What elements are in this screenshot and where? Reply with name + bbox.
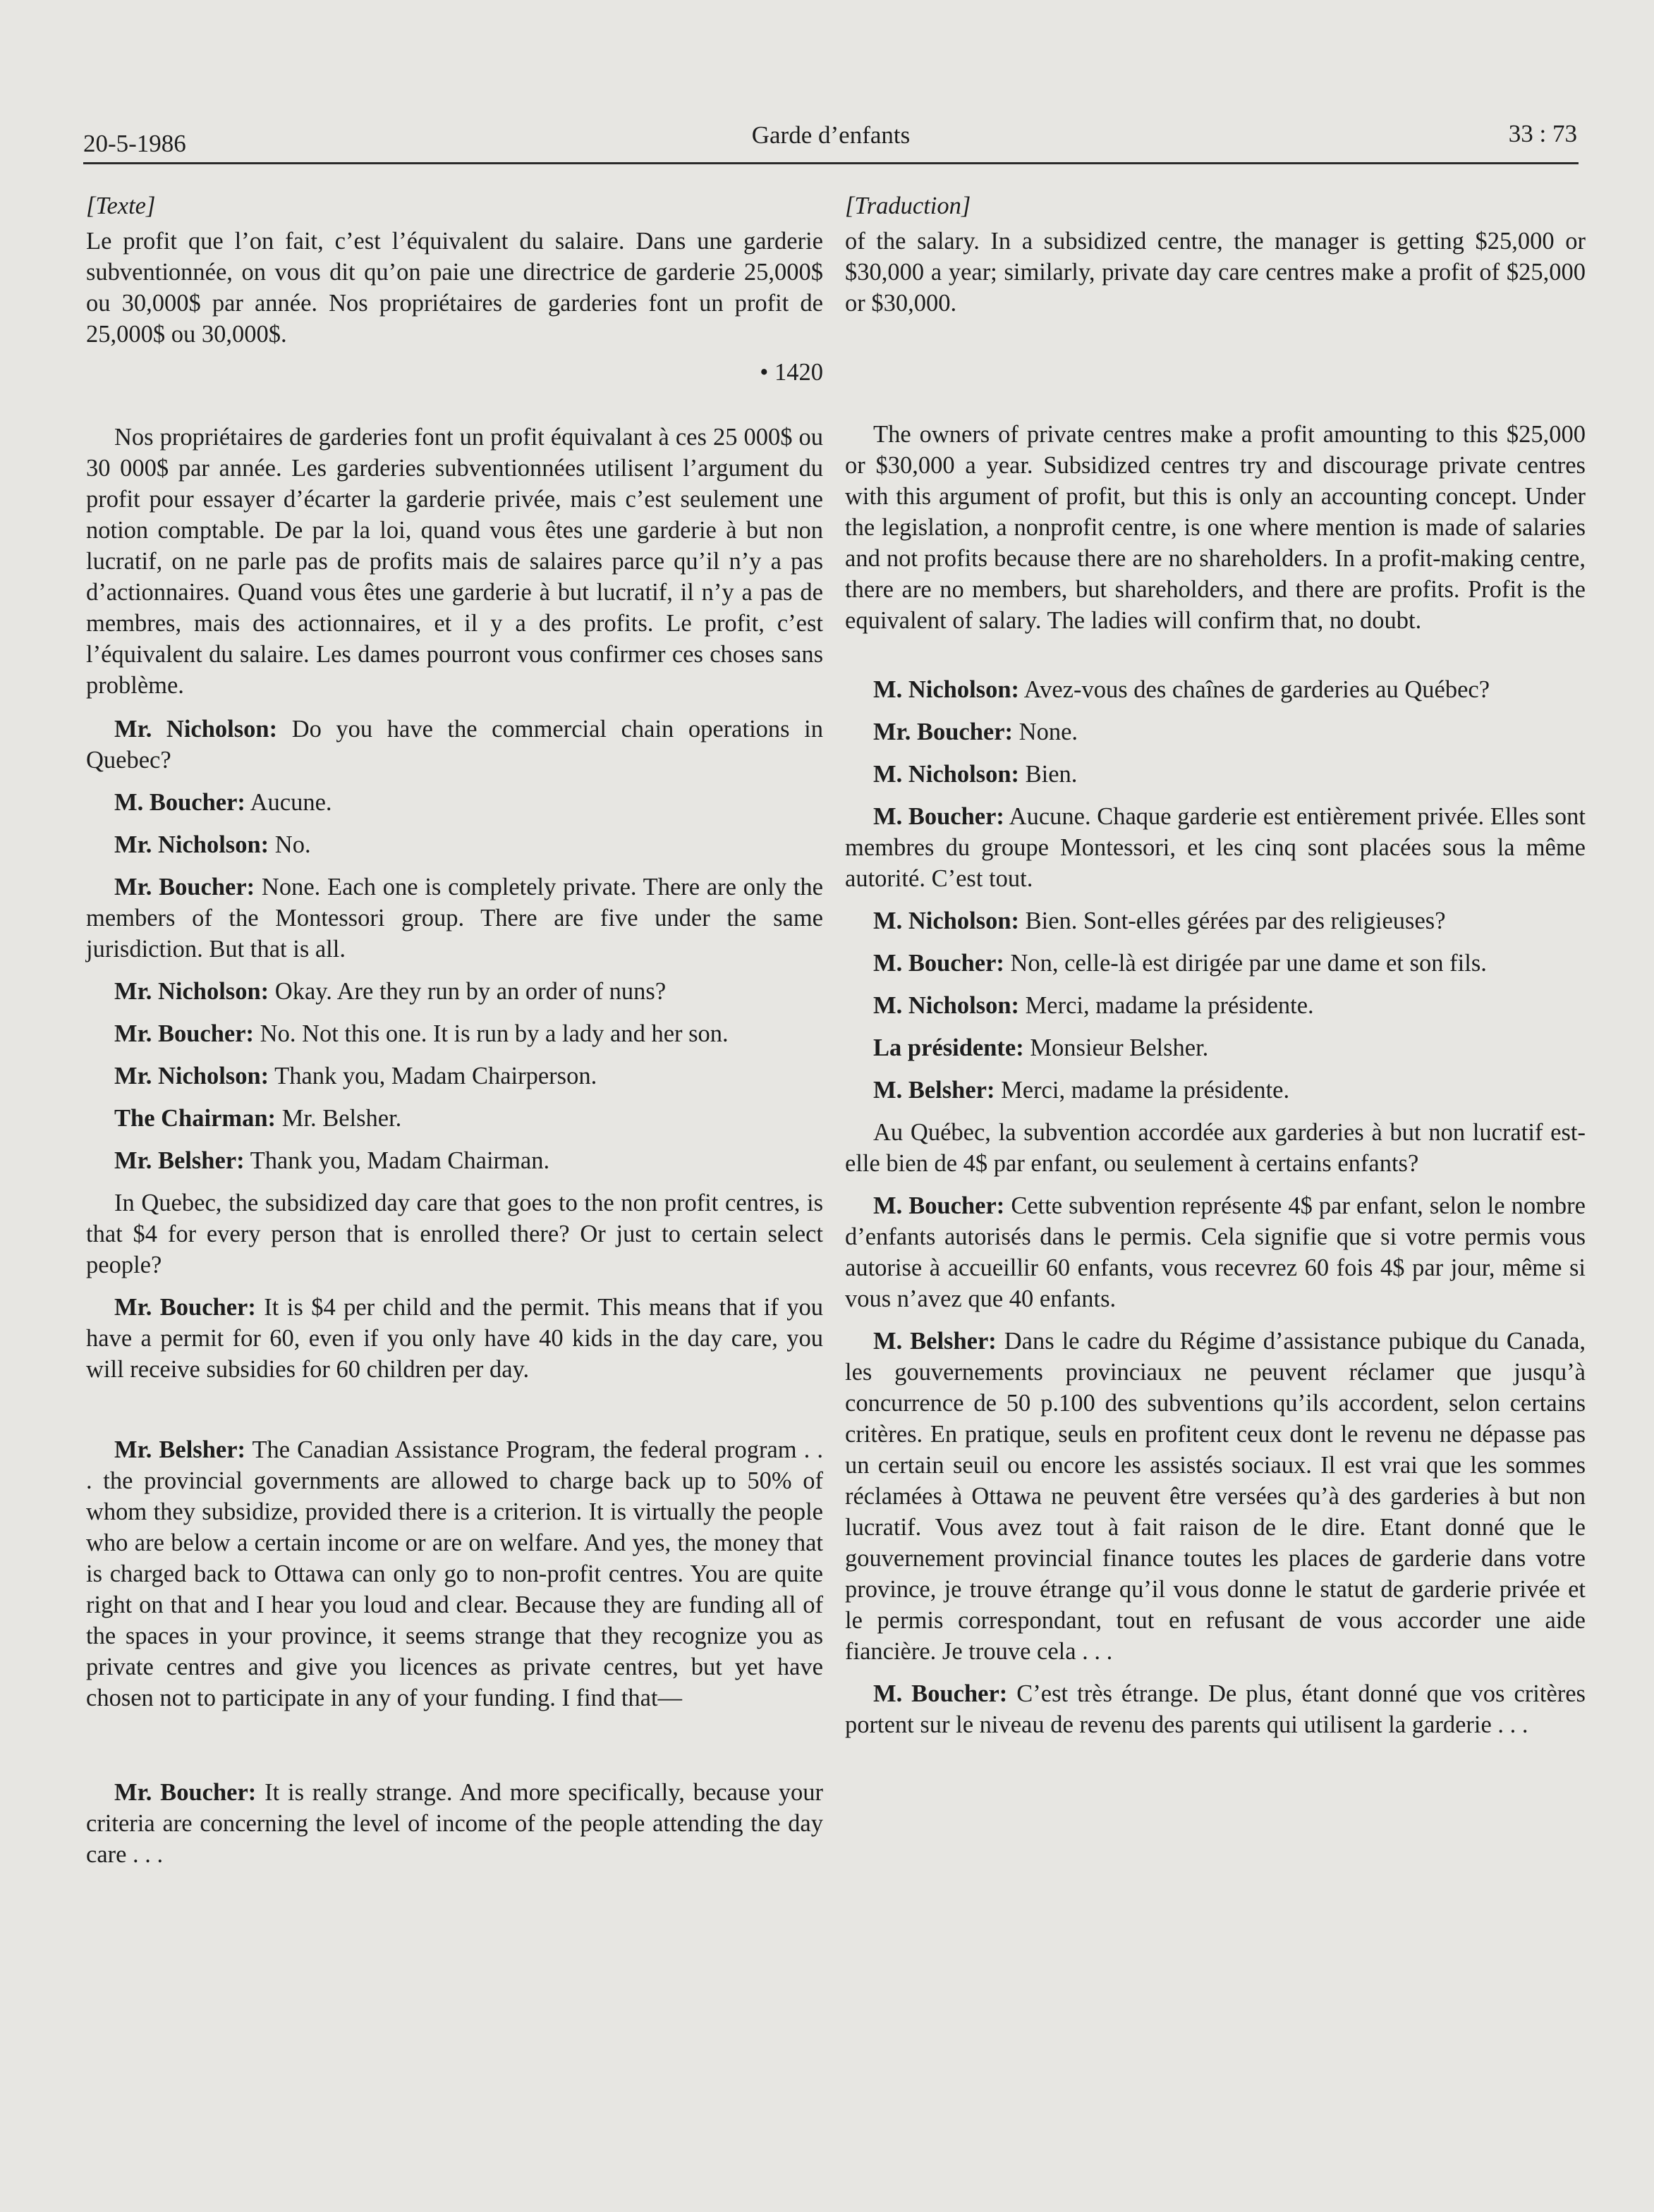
speech-paragraph <box>845 716 1586 747</box>
paragraph <box>845 419 1586 636</box>
header-rule <box>83 162 1579 164</box>
speech-paragraph <box>845 759 1586 790</box>
paragraph-text: of the salary. In a subsidized centre, the manager is getting $25,000 or $30,000 a year; similarly, private day care centres make a profit of $25,000 or $30,000. <box>845 228 1586 317</box>
speech-text: None. Each one is completely private. There are only the members of the Montessori group. There are five under the same jurisdiction. But that is all. <box>86 874 823 963</box>
speaker-name: La présidente: <box>873 1034 1024 1061</box>
speech-text: Bien. Sont-elles gérées par des religieuses? <box>1025 908 1446 934</box>
speech-text: It is really strange. And more specifically, because your criteria are concerning the level of income of the people attending the day care . . . <box>86 1779 823 1868</box>
paragraph <box>86 226 823 350</box>
header-page-number: 33 : 73 <box>1508 120 1577 147</box>
speaker-name: M. Boucher: <box>114 789 245 816</box>
speaker-name: The Chairman: <box>114 1105 276 1132</box>
speech-paragraph <box>86 1103 823 1134</box>
column-label: [Traduction] <box>845 193 971 219</box>
speech-paragraph <box>845 990 1586 1021</box>
paragraph-text: Nos propriétaires de garderies font un profit équivalant à ces 25 000$ ou 30 000$ par année. Les garderies subventionnées utilisent l’argument du profit pour essayer d’écarter la garderie privée, mais c’est seulement une notion comptable. De par la loi, quand vous êtes une garderie à but non lucratif, on ne parle pas de profits mais de salaires parce qu’il n’y a pas d’actionnaires. Quand vous êtes une garderie à but lucratif, il n’y a pas de membres, mais des actionnaires, et il y a des profits. Le profit, c’est l’équivalent du salaire. Les dames pourront vous confirmer ces choses sans problème. <box>86 424 823 699</box>
speaker-name: M. Boucher: <box>873 803 1004 830</box>
speaker-name: Mr. Boucher: <box>114 1294 256 1321</box>
speech-paragraph <box>845 905 1586 936</box>
speaker-name: M. Nicholson: <box>873 908 1019 934</box>
speaker-name: Mr. Boucher: <box>114 874 255 900</box>
speaker-name: Mr. Nicholson: <box>114 716 278 743</box>
speech-paragraph <box>86 1145 823 1176</box>
speech-paragraph <box>845 1032 1586 1063</box>
speech-text: Bien. <box>1025 761 1078 788</box>
speaker-name: M. Nicholson: <box>873 676 1019 703</box>
speech-paragraph <box>845 1075 1586 1106</box>
speaker-name: M. Nicholson: <box>873 761 1019 788</box>
speech-text: Aucune. Chaque garderie est entièrement privée. Elles sont membres du groupe Montessori, et les cinq sont placées sous la même autorité. C’est tout. <box>845 803 1586 892</box>
speech-paragraph <box>86 1018 823 1049</box>
speech-paragraph <box>86 829 823 860</box>
paragraph <box>86 1187 823 1281</box>
speech-paragraph <box>86 872 823 965</box>
header-title: Garde d’enfants <box>751 121 911 149</box>
paragraph <box>845 1117 1586 1179</box>
paragraph-text: Le profit que l’on fait, c’est l’équivalent du salaire. Dans une garderie subventionnée, on vous dit qu’on paie une directrice de garderie 25,000$ ou 30,000$ par année. Nos propriétaires de garderies font un profit de 25,000$ ou 30,000$. <box>86 228 823 348</box>
speech-paragraph <box>845 674 1586 705</box>
speech-text: Aucune. <box>250 789 332 816</box>
speech-text: No. <box>274 831 311 858</box>
speaker-name: M. Boucher: <box>873 1192 1005 1219</box>
speech-paragraph <box>845 948 1586 979</box>
speech-text: Cette subvention représente 4$ par enfant, selon le nombre d’enfants autorisés dans le permis. Cela signifie que si votre permis vous autorise à accueillir 60 enfants, vous recevrez 60 fois 4$ par jour, même si vous n’avez que 40 enfants. <box>845 1192 1586 1312</box>
speech-paragraph <box>845 1326 1586 1667</box>
speaker-name: M. Belsher: <box>873 1077 995 1104</box>
speaker-name: M. Nicholson: <box>873 992 1019 1019</box>
paragraph-text: In Quebec, the subsidized day care that goes to the non profit centres, is that $4 for every person that is enrolled there? Or just to certain select people? <box>86 1190 823 1278</box>
paragraph-text: The owners of private centres make a profit amounting to this $25,000 or $30,000 a year. Subsidized centres try and discourage private centres with this argument of profit, but this is only an accounting concept. Under the legislation, a nonprofit centre, is one where mention is made of salaries and not profits because there are no shareholders. In a profit-making centre, there are no members, but shareholders, and there are profits. Profit is the equivalent of salary. The ladies will confirm that, no doubt. <box>845 421 1586 634</box>
paragraph <box>86 422 823 701</box>
time-marker: • 1420 <box>760 359 823 386</box>
speaker-name: Mr. Belsher: <box>114 1147 245 1174</box>
speech-text: Okay. Are they run by an order of nuns? <box>274 978 667 1005</box>
speech-text: Avez-vous des chaînes de garderies au Québec? <box>1023 676 1490 703</box>
header-date: 20-5-1986 <box>83 130 186 157</box>
speech-paragraph <box>845 1190 1586 1314</box>
speech-paragraph <box>845 1678 1586 1740</box>
speech-paragraph <box>86 1777 823 1870</box>
speech-paragraph <box>845 801 1586 894</box>
speech-text: None. <box>1018 719 1078 745</box>
speaker-name: M. Belsher: <box>873 1328 997 1355</box>
speaker-name: Mr. Boucher: <box>114 1020 255 1047</box>
speaker-name: Mr. Nicholson: <box>114 831 269 858</box>
paragraph-text: Au Québec, la subvention accordée aux garderies à but non lucratif est-elle bien de 4$ par enfant, ou seulement à certains enfants? <box>845 1119 1586 1177</box>
speech-text: Merci, madame la présidente. <box>1025 992 1314 1019</box>
speaker-name: Mr. Boucher: <box>873 719 1014 745</box>
speaker-name: Mr. Belsher: <box>114 1436 246 1463</box>
speaker-name: M. Boucher: <box>873 950 1004 977</box>
speech-text: The Canadian Assistance Program, the federal program . . . the provincial governments are allowed to charge back up to 50% of whom they subsidize, provided there is a criterion. It is virtually the people who are below a certain income or are on welfare. And yes, the money that is charged back to Ottawa can only go to non-profit centres. You are quite right on that and I hear you loud and clear. Because they are funding all of the spaces in your province, it seems strange that they recognize you as private centres and give you licences as private centres, but yet have chosen not to participate in any of your funding. I find that— <box>86 1436 823 1711</box>
speech-text: Do you have the commercial chain operations in Quebec? <box>86 716 823 774</box>
speech-text: Mr. Belsher. <box>281 1105 402 1132</box>
speech-text: Monsieur Belsher. <box>1030 1034 1209 1061</box>
paragraph <box>845 226 1586 319</box>
speech-text: Thank you, Madam Chairman. <box>250 1147 550 1174</box>
speaker-name: M. Boucher: <box>873 1680 1008 1707</box>
speech-text: No. Not this one. It is run by a lady and her son. <box>260 1020 729 1047</box>
speaker-name: Mr. Nicholson: <box>114 978 269 1005</box>
speech-text: Merci, madame la présidente. <box>1001 1077 1290 1104</box>
speaker-name: Mr. Boucher: <box>114 1779 257 1806</box>
speech-paragraph <box>86 1292 823 1385</box>
speech-text: It is $4 per child and the permit. This means that if you have a permit for 60, even if you only have 40 kids in the day care, you will receive subsidies for 60 children per day. <box>86 1294 824 1383</box>
speech-text: Non, celle-là est dirigée par une dame et son fils. <box>1010 950 1487 977</box>
speech-paragraph <box>86 1434 823 1713</box>
speech-text: C’est très étrange. De plus, étant donné que vos critères portent sur le niveau de revenu des parents qui utilisent la garderie . . . <box>845 1680 1586 1738</box>
column-label: [Texte] <box>86 193 156 219</box>
speech-text: Dans le cadre du Régime d’assistance pubique du Canada, les gouvernements provinciaux ne peuvent réclamer que jusqu’à concurrence de 50 p.100 des subventions qu’ils accordent, selon certains critères. En pratique, seuls en profitent ceux dont le revenu ne dépasse pas un certain seuil ou encore les assistés sociaux. Il est vrai que les sommes réclamées à Ottawa ne peuvent être versées qu’à des garderies à but non lucratif. Vous avez tout à fait raison de le dire. Etant donné que le gouvernement provincial finance toutes les places de garderie dans votre province, je trouve étrange qu’il vous donne le statut de garderie privée et le permis correspondant, tout en refusant de vous accorder une aide fiancière. Je trouve cela . . . <box>845 1328 1586 1665</box>
column-left <box>86 190 823 1870</box>
speaker-name: Mr. Nicholson: <box>114 1063 269 1089</box>
speech-paragraph <box>86 714 823 776</box>
speech-paragraph <box>86 1061 823 1092</box>
speech-paragraph <box>86 976 823 1007</box>
speech-text: Thank you, Madam Chairperson. <box>274 1063 597 1089</box>
column-right <box>845 190 1586 1740</box>
page-header <box>83 120 1579 162</box>
speech-paragraph <box>86 787 823 818</box>
